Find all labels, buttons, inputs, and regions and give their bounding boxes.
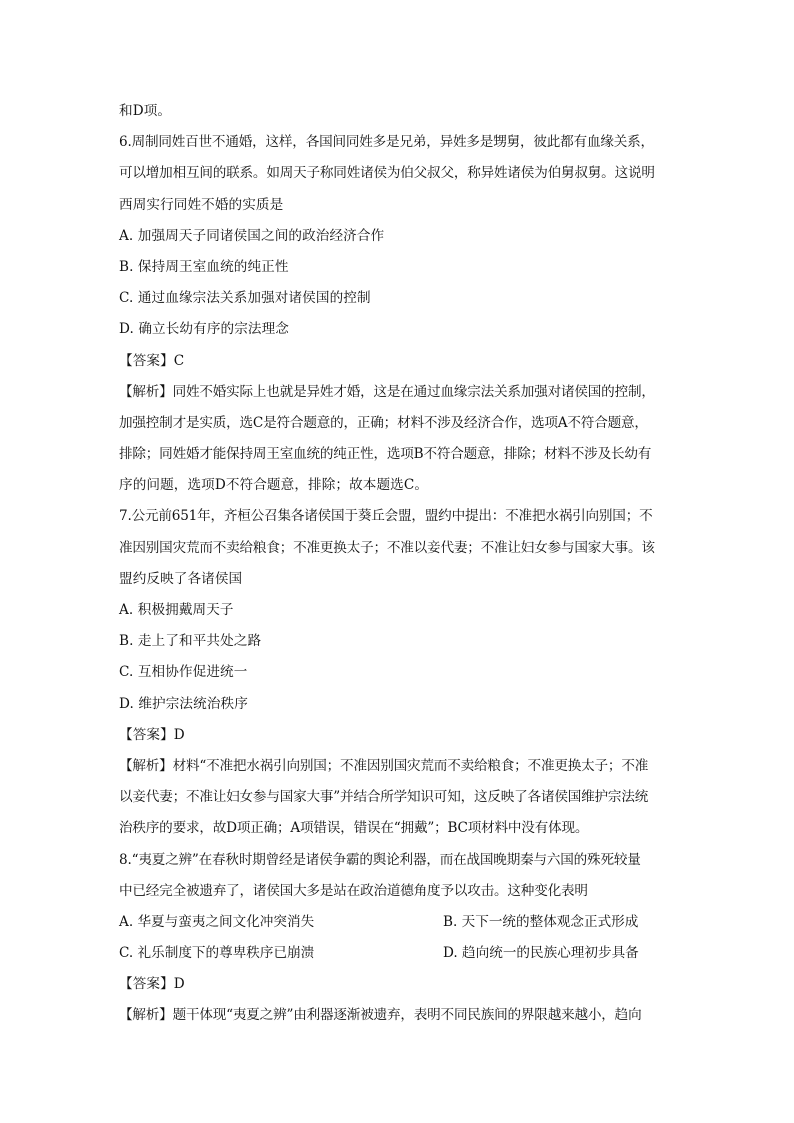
question-6-stem-line-3: 西周实行同姓不婚的实质是 xyxy=(119,196,284,213)
question-6-answer: 【答案】C xyxy=(119,352,185,369)
question-8-answer: 【答案】D xyxy=(119,976,185,993)
question-6-stem-line-2: 可以增加相互间的联系。如周天子称同姓诸侯为伯父叔父，称异姓诸侯为伯舅叔舅。这说明 xyxy=(119,165,655,182)
question-6-analysis-line-1: 【解析】同姓不婚实际上也就是异姓才婚，这是在通过血缘宗法关系加强对诸侯国的控制， xyxy=(119,383,655,400)
question-7-analysis-line-2: 以妾代妻；不准让妇女参与国家大事”并结合所学知识可知，这反映了各诸侯国维护宗法统 xyxy=(119,789,649,806)
document-page xyxy=(119,96,679,1032)
question-6-option-a: A. 加强周天子同诸侯国之间的政治经济合作 xyxy=(119,227,385,244)
question-7-stem-line-3: 盟约反映了各诸侯国 xyxy=(119,570,243,587)
question-7-option-c: C. 互相协作促进统一 xyxy=(119,664,248,681)
question-7-option-b: B. 走上了和平共处之路 xyxy=(119,633,262,650)
question-8-options-row-2 xyxy=(119,938,679,969)
question-6-analysis-line-2: 加强控制才是实质，选C是符合题意的，正确；材料不涉及经济合作，选项A不符合题意， xyxy=(119,414,648,431)
question-8-stem-line-1: 8.“夷夏之辨”在春秋时期曾经是诸侯争霸的舆论利器，而在战国晚期秦与六国的殊死较量 xyxy=(119,851,641,868)
question-7-stem-line-1: 7.公元前651年，齐桓公召集各诸侯国于葵丘会盟，盟约中提出：不准把水祸引向别国；不 xyxy=(119,508,653,525)
question-7-answer: 【答案】D xyxy=(119,726,185,743)
text-line: 和D项。 xyxy=(119,103,172,119)
question-7-option-a: A. 积极拥戴周天子 xyxy=(119,602,234,618)
question-8-option-c: C. 礼乐制度下的尊卑秩序已崩溃 xyxy=(119,945,315,962)
question-6-option-b: B. 保持周王室血统的纯正性 xyxy=(119,258,289,275)
question-6-option-d: D. 确立长幼有序的宗法理念 xyxy=(119,321,289,338)
question-7-stem-line-2: 准因别国灾荒而不卖给粮食；不准更换太子；不准以妾代妻；不准让妇女参与国家大事。该 xyxy=(119,539,655,556)
question-6-analysis-line-4: 序的问题，选项D不符合题意，排除；故本题选C。 xyxy=(119,477,429,494)
question-6-stem-line-1: 6.周制同姓百世不通婚，这样，各国间同姓多是兄弟，异姓多是甥舅，彼此都有血缘关系， xyxy=(119,134,654,151)
question-6-option-c: C. 通过血缘宗法关系加强对诸侯国的控制 xyxy=(119,290,371,307)
question-8-option-d: D. 趋向统一的民族心理初步具备 xyxy=(443,945,639,962)
question-6-analysis-line-3: 排除；同姓婚才能保持周王室血统的纯正性，选项B不符合题意，排除；材料不涉及长幼有 xyxy=(119,446,652,463)
question-8-option-b: B. 天下一统的整体观念正式形成 xyxy=(443,913,639,930)
question-8-analysis-line-1: 【解析】题干体现“夷夏之辨”由利器逐渐被遗弃，表明不同民族间的界限越来越小，趋向 xyxy=(119,1007,642,1024)
question-8-option-a: A. 华夏与蛮夷之间文化冲突消失 xyxy=(119,913,315,930)
question-8-options-row-1 xyxy=(119,907,679,938)
question-8-stem-line-2: 中已经完全被遗弃了，诸侯国大多是站在政治道德角度予以攻击。这种变化表明 xyxy=(119,882,588,899)
question-7-analysis-line-3: 治秩序的要求，故D项正确；A项错误，错误在“拥戴”；BC项材料中没有体现。 xyxy=(119,820,589,837)
question-7-option-d: D. 维护宗法统治秩序 xyxy=(119,695,248,712)
question-7-analysis-line-1: 【解析】材料“不准把水祸引向别国；不准因别国灾荒而不卖给粮食；不准更换太子；不准 xyxy=(119,757,649,774)
